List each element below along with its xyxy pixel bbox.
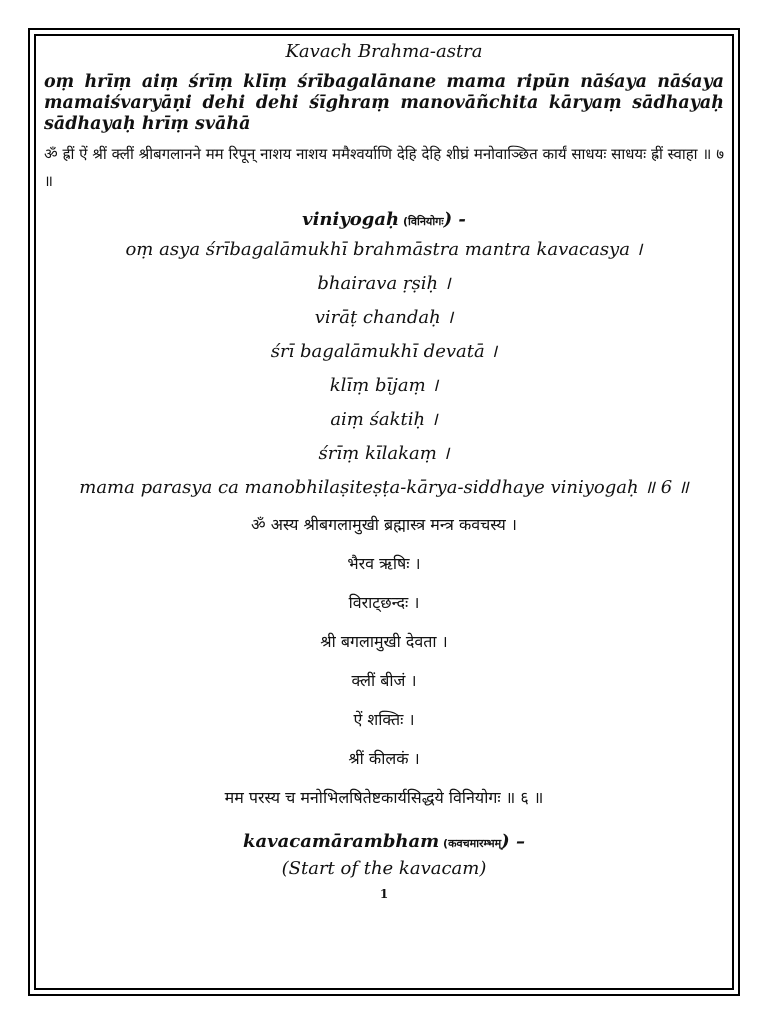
kavacam-paren-open: ( — [439, 837, 449, 850]
translit-line: śrī bagalāmukhī devatā । — [270, 341, 498, 362]
document-title: Kavach Brahma-astra — [285, 41, 483, 62]
kavacam-paren-close: ) – — [501, 831, 525, 852]
translit-line: klīṃ bījaṃ । — [329, 375, 439, 396]
translit-line: oṃ asya śrībagalāmukhī brahmāstra mantra kavacasya । — [125, 239, 643, 260]
translit-line: bhairava ṛṣiḥ । — [317, 273, 451, 294]
translit-line: aiṃ śaktiḥ । — [330, 409, 438, 430]
page-number: 1 — [379, 887, 389, 901]
translit-line: mama parasya ca manobhilaṣiteṣṭa-kārya-siddhaye viniyogaḥ ॥ 6 ॥ — [79, 477, 689, 498]
devanagari-line: ॐ अस्य श्रीबगलामुखी ब्रह्मास्त्र मन्त्र कवचस्य । — [251, 515, 517, 534]
mantra-devanagari: ॐ ह्रीं ऐं श्रीं क्लीं श्रीबगलानने मम रिपून् नाशय नाशय ममैश्वर्याणि देहि देहि शीघ्रं मनोवाञ्छित कार्यं साधयः साधयः ह्रीं स्वाहा ॥ ७ ॥ — [44, 145, 724, 190]
kavacam-heading — [44, 829, 724, 855]
viniyoga-heading — [44, 207, 724, 233]
devanagari-line: श्रीं कीलकं । — [348, 749, 420, 768]
devanagari-line: भैरव ऋषिः । — [347, 554, 421, 573]
mantra-transliteration: oṃ hrīṃ aiṃ śrīṃ klīṃ śrībagalānane mama ripūn nāśaya nāśaya mamaiśvaryāṇi dehi dehi śīghraṃ manovāñchita kāryaṃ sādhayaḥ sādhayaḥ hrīṃ svāhā — [44, 72, 724, 134]
viniyoga-heading-devanagari: विनियोगः — [408, 215, 444, 228]
viniyoga-paren-close: ) - — [443, 209, 466, 230]
devanagari-line: मम परस्य च मनोभिलषितेष्टकार्यसिद्धये विनियोगः ॥ ६ ॥ — [224, 788, 544, 807]
kavacam-heading-main: kavacamārambham — [243, 831, 440, 852]
translit-line: śrīṃ kīlakaṃ । — [318, 443, 450, 464]
devanagari-line: श्री बगलामुखी देवता । — [320, 632, 448, 651]
kavacam-subtitle: (Start of the kavacam) — [281, 858, 487, 879]
kavacam-heading-devanagari: कवचमारम्भम् — [448, 837, 502, 850]
devanagari-line: विराट्छन्दः । — [348, 593, 420, 612]
document-content — [44, 40, 724, 905]
devanagari-line: क्लीं बीजं । — [351, 671, 417, 690]
viniyoga-paren-open: ( — [399, 215, 409, 228]
devanagari-line: ऐं शक्तिः । — [353, 710, 415, 729]
translit-line: virāṭ chandaḥ । — [314, 307, 454, 328]
viniyoga-heading-main: viniyogaḥ — [302, 209, 400, 230]
